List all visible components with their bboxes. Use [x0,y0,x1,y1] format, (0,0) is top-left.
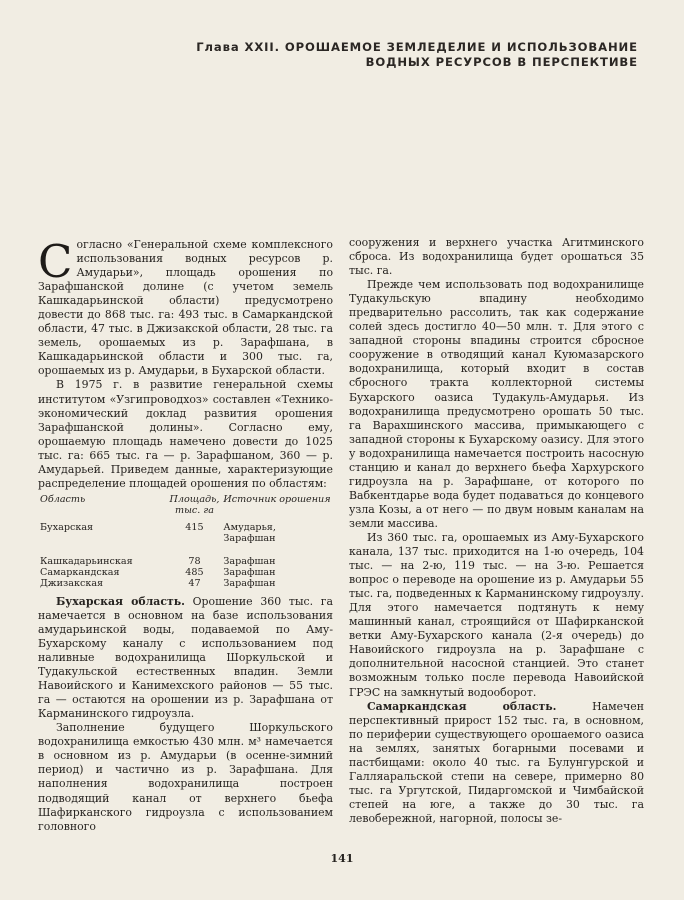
amu-bukhara-paragraph: Из 360 тыс. га, орошаемых из Аму-Бухарского канала, 137 тыс. приходится на 1-ю очередь, 104 тыс. — на 2-ю, 119 тыс. — на 3-ю. Решается вопрос о переводе на орошение из р. Амударьи 55 тыс. га, подведенных к Карманинскому гидроузлу. Для этого намечается подтянуть к нему машинный канал, строящийся от Шафирканской ветки Аму-Бухарского канала (2-я очередь) до Навоийского гидроузла на р. Зарафшане с дополнительной насосной станцией. Это станет возможным только после перевода Навоийской ГРЭС на замкнутый водооборот. [349,530,644,699]
continuation-paragraph: сооружения и верхнего участка Агитминского сброса. Из водохранилища будет орошаться 35 тыс. га. [349,236,644,278]
page-number: 141 [330,852,354,865]
chapter-heading [138,40,638,70]
table-cell-region: Джизакская [40,577,104,589]
table-cell-area: 415 [185,521,204,533]
table-cell-source: Зарафшан [223,555,276,567]
table-cell-area: 485 [185,566,204,578]
intro-paragraph [38,235,333,378]
table-cell-source: Амударья, Зарафшан [223,521,276,544]
right-column [349,236,644,826]
table-header-region: Область [40,493,86,505]
table-cell-source: Зарафшан [223,577,276,589]
chapter-title-line-2: ВОДНЫХ РЕСУРСОВ В ПЕРСПЕКТИВЕ [365,55,638,69]
chapter-title-line-1: Глава XXII. ОРОШАЕМОЕ ЗЕМЛЕДЕЛИЕ И ИСПОЛЬЗОВАНИЕ [196,40,638,54]
table-cell-region: Бухарская [40,521,94,533]
table-cell-source: Зарафшан [223,566,276,578]
bukhara-paragraph [38,595,333,721]
tudakul-paragraph: Прежде чем использовать под водохранилище Тудакульскую впадину необходимо предварительно рассолить, так как содержание солей здесь достигло 40—50 млн. т. Для этого с западной стороны впадины строится сбросное сооружение в отводящий канал Куюмазарского водохранилища, который входит в состав сбросного тракта коллекторной системы Бухарского оазиса Тудакуль-Амударья. Из водохранилища предусмотрено орошать 50 тыс. га Варахшинского массива, примыкающего с западной стороны к Бухарскому оазису. Для этого у водохранилища намечается построить насосную станцию и канал до верхнего бьефа Хархурского гидроузла на р. Зарафшане, от которого по Вабкентдарье вода будет подаваться до концевого узла Козы, а от него — по двум новым каналам на земли массива. [349,278,644,530]
table-row [38,522,333,544]
table-cell-region: Кашкадарьинская [40,555,133,567]
table-header-row [38,494,333,522]
samarkand-heading: Самаркандская область. [367,699,557,713]
table-header-area: Площадь, тыс. га [169,493,220,516]
table-cell-area: 78 [188,555,201,567]
table-header-source: Источник орошения [223,493,331,505]
bukhara-heading: Бухарская область. [56,594,185,608]
table-row [38,578,333,589]
paragraph-1975: В 1975 г. в развитие генеральной схемы институтом «Узгипроводхоз» составлен «Технико-экономический доклад развития орошения Зарафшанской долины». Согласно ему, орошаемую площадь намечено довести до 1025 тыс. га: 665 тыс. га — р. Зарафшаном, 360 — р. Амударьей. Приведем данные, характеризующие распределение площадей орошения по областям: [38,378,333,490]
shorkul-paragraph: Заполнение будущего Шоркульского водохранилища емкостью 430 млн. м³ намечается в основном из р. Амударьи (в осенне-зимний период) и частично из р. Зарафшана. Для наполнения водохранилища построен подводящий канал от верхнего бьефа Шафирканского гидроузла с использованием головного [38,721,333,833]
table-row [38,567,333,578]
table-cell-area: 47 [188,577,201,589]
drop-cap: С [38,235,73,288]
samarkand-paragraph [349,700,644,826]
samarkand-paragraph-text: Намечен перспективный прирост 152 тыс. га, в основном, по периферии существующего орошаемого оазиса на землях, занятых богарными посевами и пастбищами: около 40 тыс. га Булунгурской и Галляаральской степи на севере, примерно 80 тыс. га Ургутской, Пидаргомской и Чимбайской степей на юге, а также до 30 тыс. га левобережной, нагорной, полосы зе- [349,699,644,825]
irrigation-areas-table [38,494,333,589]
intro-paragraph-text: огласно «Генеральной схеме комплексного использования водных ресурсов р. Амударьи», площадь орошения по Зарафшанской долине (с учетом земель Кашкадарьинской области) предусмотрено довести до 868 тыс. га: 493 тыс. в Самаркандской области, 47 тыс. в Джизакской области, 28 тыс. га земель, орошаемых из р. Зарафшана, в Кашкадарьинской области и 300 тыс. га, орошаемых из р. Амударьи, в Бухарской области. [38,238,333,378]
table-row [38,544,333,567]
bukhara-paragraph-text: Орошение 360 тыс. га намечается в основном на базе использования амударьинской воды, подаваемой по Аму-Бухарскому каналу с использованием под наливные водохранилища Шоркульской и Тудакульской естественных впадин. Земли Навоийского и Канимехского районов — 55 тыс. га — остаются на орошении из р. Зарафшана от Карманинского гидроузла. [38,594,333,721]
table-cell-region: Самаркандская [40,566,120,578]
left-column [38,235,333,834]
